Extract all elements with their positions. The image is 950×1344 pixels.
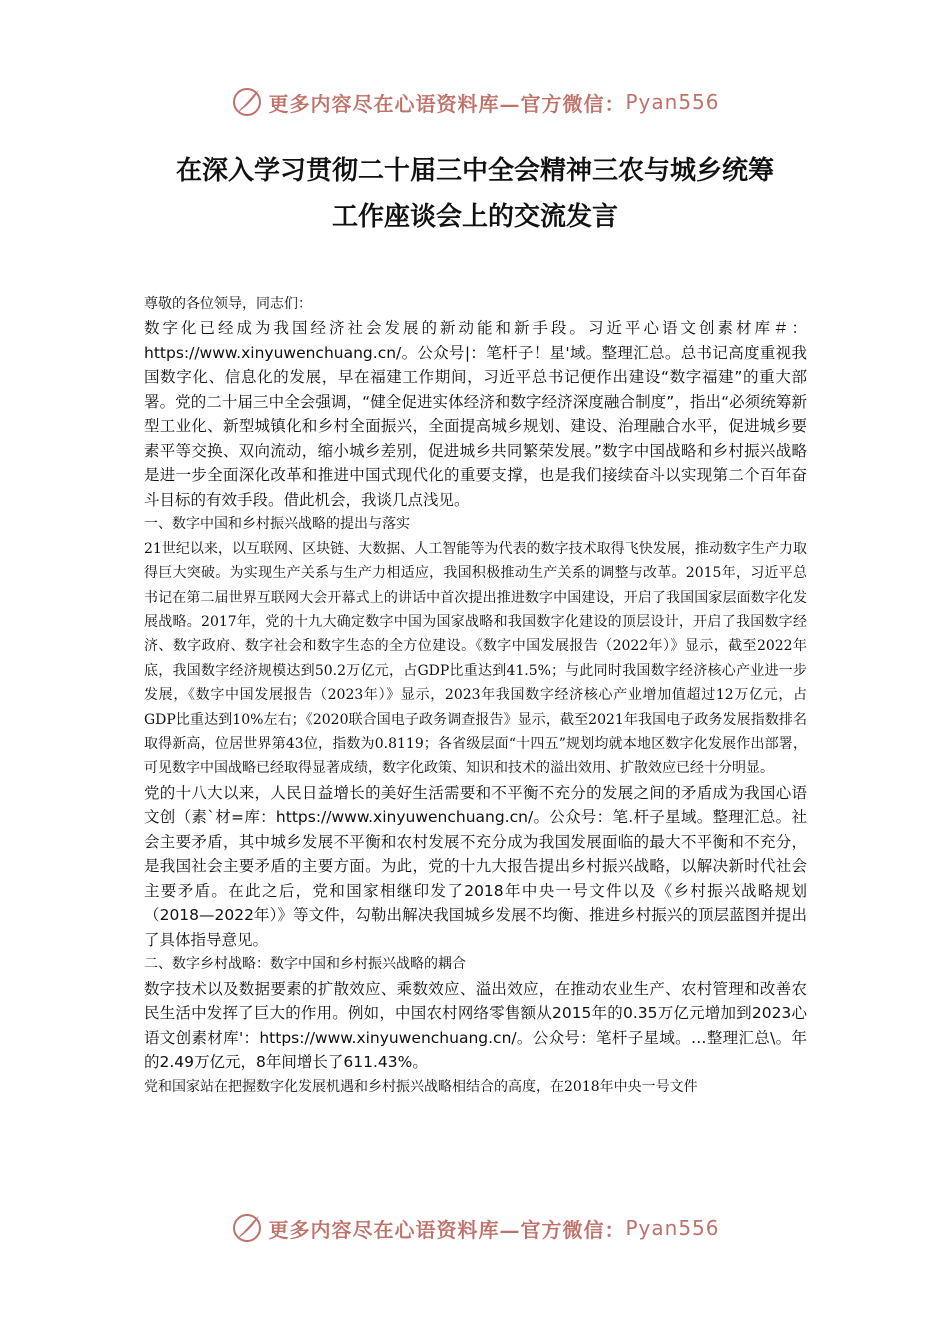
- header-banner: [0, 82, 950, 122]
- feather-logo-icon: [230, 85, 264, 119]
- section-heading-1: 一、数字中国和乡村振兴战略的提出与落实: [144, 516, 410, 533]
- paragraph-3: 党的十八大以来，人民日益增长的美好生活需要和不平衡不充分的发展之间的矛盾成为我国心语文创（素`材=库：https://www.xinyuwenchuang.cn/。公众号：笔.杆子星域。整理汇总。社会主要矛盾，其中城乡发展不平衡和农村发展不充分成为我国发展面临的最大不平衡和不充分，是我国社会主要矛盾的主要方面。为此，党的十九大报告提出乡村振兴战略，以解决新时代社会主要矛盾。在此之后，党和国家相继印发了2018年中央一号文件以及《乡村振兴战略规划（2018—2022年）》等文件，勾勒出解决我国城乡发展不均衡、推进乡村振兴的顶层蓝图并提出了具体指导意见。: [144, 783, 807, 949]
- title-line-2: 工作座谈会上的交流发言: [331, 202, 618, 232]
- wechat-id: Pyan556: [625, 1216, 720, 1240]
- section-heading-2: 二、数字乡村战略：数字中国和乡村振兴战略的耦合: [144, 956, 466, 973]
- wechat-id: Pyan556: [625, 90, 720, 114]
- banner-text: 更多内容尽在心语资料库—官方微信：: [268, 1217, 626, 1242]
- paragraph-5: 党和国家站在把握数字化发展机遇和乡村振兴战略相结合的高度，在2018年中央一号文件: [144, 1078, 698, 1095]
- paragraph-1: 数字化已经成为我国经济社会发展的新动能和新手段。习近平心语文创素材库＃：https://www.xinyuwenchuang.cn/。公众号|：笔杆子！星'域。整理汇总。总书记高度重视我国数字化、信息化的发展，早在福建工作期间，习近平总书记便作出建设“数字福建”的重大部署。党的二十届三中全会强调，“健全促进实体经济和数字经济深度融合制度”，指出“必须统筹新型工业化、新型城镇化和乡村全面振兴，全面提高城乡规划、建设、治理融合水平，促进城乡要素平等交换、双向流动，缩小城乡差别，促进城乡共同繁荣发展。”数字中国战略和乡村振兴战略是进一步全面深化改革和推进中国式现代化的重要支撑，也是我们接续奋斗以实现第二个百年奋斗目标的有效手段。借此机会，我谈几点浅见。: [144, 319, 807, 509]
- banner-text: 更多内容尽在心语资料库—官方微信：: [268, 91, 626, 116]
- footer-banner: [0, 1208, 950, 1248]
- page-title: [100, 148, 850, 240]
- paragraph-2: 21世纪以来，以互联网、区块链、大数据、人工智能等为代表的数字技术取得飞快发展，推动数字生产力取得巨大突破。为实现生产关系与生产力相适应，我国积极推动生产关系的调整与改革。2015年，习近平总书记在第二届世界互联网大会开幕式上的讲话中首次提出推进数字中国建设，开启了我国国家层面数字化发展战略。2017年，党的十九大确定数字中国为国家战略和我国数字化建设的顶层设计，开启了我国数字经济、数字政府、数字社会和数字生态的全方位建设。《数字中国发展报告（2022年）》显示，截至2022年底，我国数字经济规模达到50.2万亿元，占GDP比重达到41.5%；与此同时我国数字经济核心产业进一步发展，《数字中国发展报告（2023年）》显示，2023年我国数字经济核心产业增加值超过12万亿元，占GDP比重达到10%左右；《2020联合国电子政务调查报告》显示，截至2021年我国电子政务发展指数排名取得新高，位居世界第43位，指数为0.8119；各省级层面“十四五”规划均就本地区数字化发展作出部署，可见数字中国战略已经取得显著成绩，数字化政策、知识和技术的溢出效用、扩散效应已经十分明显。: [144, 540, 807, 777]
- paragraph-4: 数字技术以及数据要素的扩散效应、乘数效应、溢出效应，在推动农业生产、农村管理和改善农民生活中发挥了巨大的作用。例如，中国农村网络零售额从2015年的0.35万亿元增加到2023心语文创素材库'：https://www.xinyuwenchuang.cn/。公众号：笔杆子星域。…整理汇总\。年的2.49万亿元，8年间增长了611.43%。: [144, 979, 807, 1072]
- document-body: [144, 292, 807, 1099]
- feather-logo-icon: [230, 1211, 264, 1245]
- title-line-1: 在深入学习贯彻二十届三中全会精神三农与城乡统筹: [175, 156, 774, 186]
- greeting: 尊敬的各位领导，同志们：: [144, 296, 312, 312]
